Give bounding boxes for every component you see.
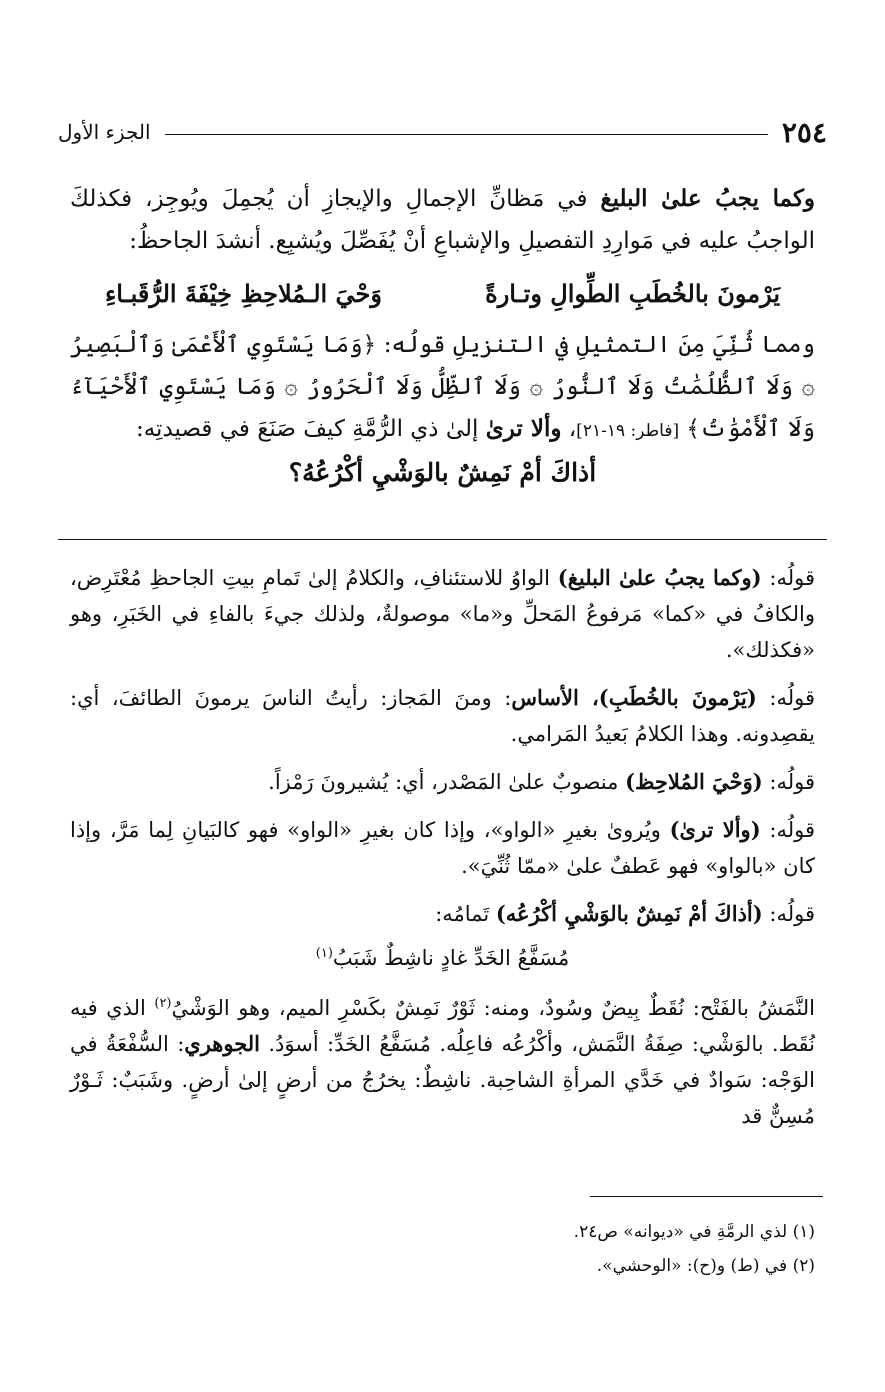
commentary-divider <box>58 539 827 540</box>
commentary-verse-text: مُسَفَّعُ الخَدِّ غادٍ ناشِطٌ شَبَبُ <box>332 946 570 970</box>
main-paragraph-1 <box>70 178 815 262</box>
commentary-text-5: تَمامُه: <box>435 902 496 926</box>
commentary-paragraph-6 <box>70 986 815 1134</box>
footnotes <box>300 1215 815 1283</box>
verse-second-hemistich: وَحْيَ الـمُلاحِظِ خِيْفَةَ الرُّقَبـاءِ <box>105 279 382 308</box>
footnote-divider <box>590 1196 823 1197</box>
commentary-verse <box>70 936 815 976</box>
verse-first-hemistich: يَرْمونَ بالخُطَبِ الطِّوالِ وتـارةً <box>485 279 780 308</box>
commentary-text-4: ويُروىٰ بغيرِ «الواو»، وإذا كان بغيرِ «الواو» فهو كالبَيانِ لِما مَرَّ، وإذا كان «بالواو» فهو عَطفٌ علىٰ «ممّا ثُنِّيَ». <box>70 818 815 878</box>
commentary-paragraph-3 <box>70 764 815 800</box>
commentary-heading-2: (يَرْمونَ بالخُطَبِ)، الأساس <box>511 685 757 710</box>
qawluhu-label: قولُه: <box>756 686 815 710</box>
page-number: ٢٥٤ <box>781 115 827 149</box>
poetry-verse <box>70 262 815 324</box>
footnote-marker-1: (١) <box>315 946 333 961</box>
main-para1-bold: وكما يجبُ علىٰ البليغ <box>600 185 816 212</box>
main-text <box>70 178 815 494</box>
footnote-marker-2: (٢) <box>154 996 172 1011</box>
commentary-paragraph-1 <box>70 560 815 668</box>
commentary-heading-3: (وَحْيَ المُلاحِظ) <box>625 769 763 794</box>
commentary-text-6b: الذي فيه نُقَط. بالوَشْي: صِفَةُ النَّمَش، وأكْرُعُه فاعِلُه. مُسَفَّعُ الخَدِّ: أسوَدُ. <box>70 996 815 1056</box>
main-para2-bold: وألا ترىٰ <box>485 415 562 442</box>
commentary-paragraph-2 <box>70 680 815 752</box>
commentary-text-6a: النَّمَشُ بالفَتْح: نُقَطٌ بِيضٌ وسُودٌ، ومنه: ثَوْرٌ نَمِشٌ بكَسْرِ الميم، وهو الوَشْيُ <box>171 996 815 1020</box>
commentary-paragraph-5 <box>70 896 815 932</box>
quran-reference: [فاطر: ١٩-٢١] <box>576 421 680 441</box>
quran-quote: ومما ثُنِّيَ مِنَ التمثيلِ في التنزيلِ قولُه: ﴿وَمَا يَسْتَوِي ٱلْأَعْمَىٰ وَٱلْبَصِيرُ ۞ وَلَا ٱلظُّلُمَٰتُ وَلَا ٱلنُّورُ ۞ وَلَا ٱلظِّلُّ وَلَا ٱلْحَرُورُ ۞ وَمَا يَسْتَوِي ٱلْأَحْيَآءُ وَلَا ٱلْأَمْوَٰتُ﴾ <box>70 332 815 442</box>
qawluhu-label: قولُه: <box>761 566 816 590</box>
main-para2-text: إلىٰ ذي الرُّمَّةِ كيفَ صَنَعَ في قصيدتِه: <box>135 416 486 442</box>
page-header <box>58 112 827 152</box>
commentary-text-6c: : السُّفْعَةُ في الوَجْه: سَوادٌ في خَدَّي المرأةِ الشاحِبة. ناشِطٌ: يخرُجُ من أرضٍ إلىٰ أرضٍ. وشَبَبٌ: ثَـوْرٌ مُسِنٌّ قد <box>70 1032 815 1128</box>
commentary-heading-1: (وكما يجبُ علىٰ البليغ) <box>557 565 762 590</box>
qawluhu-label: قولُه: <box>760 818 815 842</box>
commentary-heading-5: (أذاكَ أمْ نَمِشٌ بالوَشْيِ أكْرُعُه) <box>495 901 763 926</box>
header-rule <box>165 134 768 135</box>
qawluhu-label: قولُه: <box>762 902 815 926</box>
commentary-section <box>70 560 815 1146</box>
separator-comma: ، <box>561 416 577 442</box>
centered-verse: أذاكَ أمْ نَمِشٌ بالوَشْيِ أكْرُعُهُ؟ <box>288 458 597 487</box>
commentary-text-1: الواوُ للاستئنافِ، والكلامُ إلىٰ تَمامِ بيتِ الجاحظِ مُعْتَرِض، والكافُ في «كما» مَرفوعُ المَحلِّ و«ما» موصولةٌ، ولذلك جيءَ بالفاءِ في الخَبَرِ، وهو «فكذلك». <box>70 566 815 662</box>
commentary-heading-4: (وألا ترىٰ) <box>669 817 761 842</box>
footnote-2: (٢) في (ط) و(ح): «الوحشي». <box>596 1256 815 1276</box>
footnote-1: (١) لذي الرمَّةِ في «ديوانه» ص٢٤. <box>573 1222 815 1242</box>
commentary-source-name: الجوهري <box>184 1031 261 1056</box>
commentary-text-2: : ومنَ المَجاز: رأيتُ الناسَ يرمونَ الطائفَ، أي: يقصِدونه. وهذا الكلامُ بَعيدُ المَرامي. <box>70 686 815 746</box>
commentary-text-3: منصوبٌ علىٰ المَصْدر، أي: يُشيرونَ رَمْزاً. <box>268 770 626 794</box>
commentary-paragraph-4 <box>70 812 815 884</box>
main-paragraph-2 <box>70 324 815 452</box>
part-title: الجزء الأول <box>58 120 151 144</box>
main-para1-text: في مَظانِّ الإجمالِ والإيجازِ أن يُجمِلَ ويُوجِز، فكذلكَ الواجبُ عليه في مَوارِدِ التفصيلِ والإشباعِ أنْ يُفَصِّلَ ويُشبِع. أنشدَ الجاحظُ: <box>70 186 815 254</box>
qawluhu-label: قولُه: <box>762 770 815 794</box>
